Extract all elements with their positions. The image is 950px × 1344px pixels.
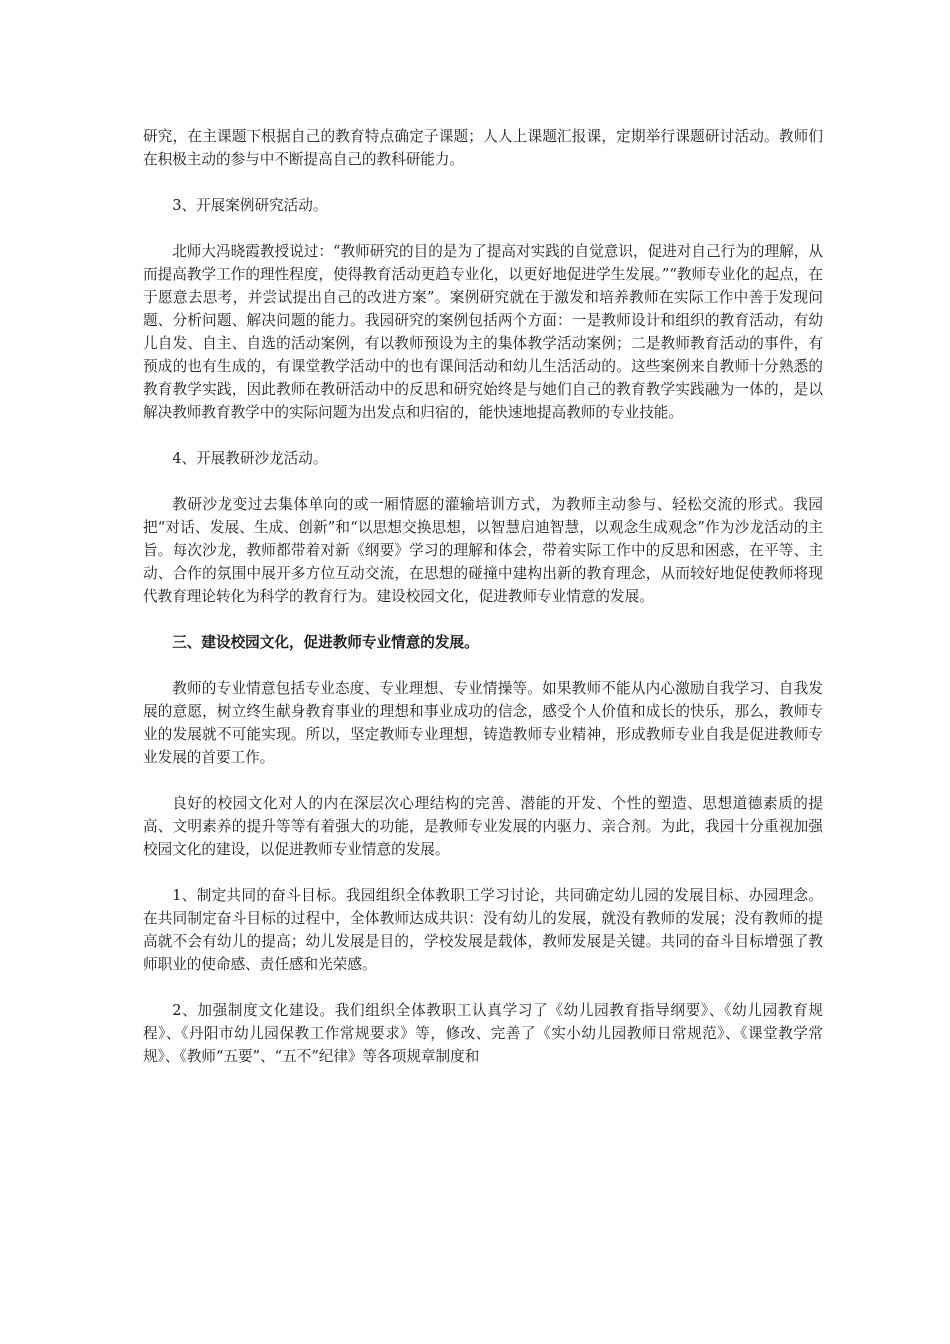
item-4-salon-heading: 4、开展教研沙龙活动。 <box>172 450 328 467</box>
paragraph-continued-research: 研究，在主课题下根据自己的教育特点确定子课题；人人上课题汇报课，定期举行课题研讨活动。教师们在积极主动的参与中不断提高自己的教科研能力。 <box>143 128 823 168</box>
document-body <box>143 125 823 1091</box>
paragraph-case-study: 北师大冯晓霞教授说过：“教师研究的目的是为了提高对实践的自觉意识，促进对自己行为的理解，从而提高教学工作的理性程度，使得教育活动更趋专业化，以更好地促进学生发展。”“教师专业化的起点，在于愿意去思考，并尝试提出自己的改进方案”。案例研究就在于激发和培养教师在实际工作中善于发现问题、分析问题、解决问题的能力。我园研究的案例包括两个方面：一是教师设计和组织的教育活动，有幼儿自发、自主、自选的活动案例，有以教师预设为主的集体教学活动案例；二是教师教育活动的事件，有预成的也有生成的，有课堂教学活动中的也有课间活动和幼儿生活活动的。这些案例来自教师十分熟悉的教育教学实践，因此教师在教研活动中的反思和研究始终是与她们自己的教育教学实践融为一体的，是以解决教师教育教学中的实际问题为出发点和归宿的，能快速地提高教师的专业技能。 <box>143 243 823 421</box>
paragraph-institutional-culture: 2、加强制度文化建设。我们组织全体教职工认真学习了《幼儿园教育指导纲要》、《幼儿园教育规程》、《丹阳市幼儿园保教工作常规要求》等，修改、完善了《实小幼儿园教师日常规范》、《课堂教学常规》、《教师“五要”、“五不”纪律》等各项规章制度和 <box>143 1002 823 1065</box>
paragraph-salon: 教研沙龙变过去集体单向的或一厢情愿的灌输培训方式，为教师主动参与、轻松交流的形式。我园把“对话、发展、生成、创新”和“以思想交换思想，以智慧启迪智慧，以观念生成观念”作为沙龙活动的主旨。每次沙龙，教师都带着对新《纲要》学习的理解和体会，带着实际工作中的反思和困惑，在平等、主动、合作的氛围中展开多方位互动交流，在思想的碰撞中建构出新的教育理念，从而较好地促使教师将现代教育理论转化为科学的教育行为。建设校园文化，促进教师专业情意的发展。 <box>143 496 823 605</box>
paragraph-common-goals: 1、制定共同的奋斗目标。我园组织全体教职工学习讨论，共同确定幼儿园的发展目标、办园理念。在共同制定奋斗目标的过程中，全体教师达成共识：没有幼儿的发展，就没有教师的发展；没有教师的提高就不会有幼儿的提高；幼儿发展是目的，学校发展是载体，教师发展是关键。共同的奋斗目标增强了教师职业的使命感、责任感和光荣感。 <box>143 887 823 973</box>
section-3-heading: 三、建设校园文化，促进教师专业情意的发展。 <box>172 634 479 651</box>
paragraph-campus-culture: 良好的校园文化对人的内在深层次心理结构的完善、潜能的开发、个性的塑造、思想道德素质的提高、文明素养的提升等等有着强大的功能，是教师专业发展的内驱力、亲合剂。为此，我园十分重视加强校园文化的建设，以促进教师专业情意的发展。 <box>143 795 823 858</box>
item-3-case-study-heading: 3、开展案例研究活动。 <box>172 197 328 214</box>
paragraph-professional-sentiment: 教师的专业情意包括专业态度、专业理想、专业情操等。如果教师不能从内心激励自我学习、自我发展的意愿，树立终生献身教育事业的理想和事业成功的信念，感受个人价值和成长的快乐，那么，教师专业的发展就不可能实现。所以，坚定教师专业理想，铸造教师专业精神，形成教师专业自我是促进教师专业发展的首要工作。 <box>143 680 823 766</box>
